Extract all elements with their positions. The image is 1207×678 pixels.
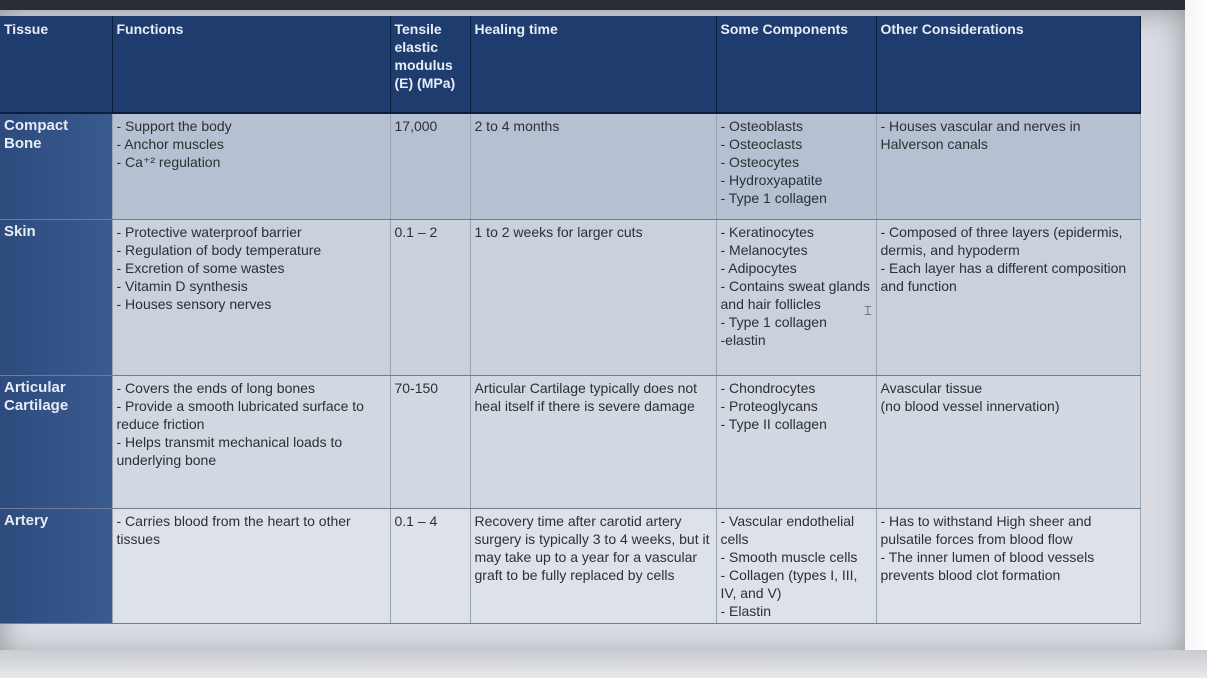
- header-row: [0, 16, 1140, 113]
- header-other: Other Considerations: [876, 16, 1140, 113]
- components-cell: [716, 509, 876, 624]
- list-item: - Excretion of some wastes: [116, 260, 285, 276]
- list-item: - Type 1 collagen: [720, 314, 827, 330]
- tissue-cell: Skin: [0, 220, 112, 376]
- list-item: - Support the body: [116, 118, 232, 134]
- healing-cell: 1 to 2 weeks for larger cuts: [470, 220, 716, 376]
- modulus-cell: 70-150: [390, 376, 470, 509]
- list-item: - Elastin: [720, 603, 772, 619]
- tissue-cell: Compact Bone: [0, 113, 112, 220]
- tissue-cell: Articular Cartilage: [0, 376, 112, 509]
- other-cell: [876, 220, 1140, 376]
- list-item: - Composed of three layers (epidermis, dermis, and hypoderm: [880, 224, 1123, 258]
- list-item: - Osteoclasts: [720, 136, 803, 152]
- text-cursor-icon: ⌶: [864, 303, 872, 318]
- healing-cell: 2 to 4 months: [470, 113, 716, 220]
- list-item: - Carries blood from the heart to other tissues: [116, 513, 351, 547]
- document-screen: [0, 10, 1185, 658]
- list-item: Avascular tissue: [880, 380, 983, 396]
- list-item: - Proteoglycans: [720, 398, 818, 414]
- tissue-cell: Artery: [0, 509, 112, 624]
- list-item: - Hydroxyapatite: [720, 172, 823, 188]
- components-cell: [716, 113, 876, 220]
- list-item: - Regulation of body temperature: [116, 242, 322, 258]
- list-item: - Smooth muscle cells: [720, 549, 858, 565]
- list-item: - Vascular endothelial cells: [720, 513, 855, 547]
- table-row: [0, 113, 1140, 220]
- list-item: - Ca⁺² regulation: [116, 154, 221, 170]
- header-components: Some Components: [716, 16, 876, 113]
- modulus-cell: 0.1 – 2: [390, 220, 470, 376]
- other-cell: [876, 113, 1140, 220]
- other-cell: [876, 376, 1140, 509]
- header-modulus: Tensile elastic modulus (E) (MPa): [390, 16, 470, 113]
- healing-cell: Articular Cartilage typically does not heal itself if there is severe damage: [470, 376, 716, 509]
- list-item: - Osteoblasts: [720, 118, 803, 134]
- list-item: (no blood vessel innervation): [880, 398, 1060, 414]
- functions-cell: [112, 220, 390, 376]
- functions-cell: [112, 376, 390, 509]
- list-item: - Adipocytes: [720, 260, 797, 276]
- list-item: - Collagen (types I, III, IV, and V): [720, 567, 858, 601]
- header-functions: Functions: [112, 16, 390, 113]
- modulus-cell: 17,000: [390, 113, 470, 220]
- list-item: - Protective waterproof barrier: [116, 224, 302, 240]
- tissue-table: [0, 16, 1141, 624]
- list-item: - Houses vascular and nerves in Halverson canals: [880, 118, 1081, 152]
- list-item: - Provide a smooth lubricated surface to reduce friction: [116, 398, 364, 432]
- table-row: [0, 376, 1140, 509]
- components-cell: [716, 376, 876, 509]
- list-item: - The inner lumen of blood vessels prevents blood clot formation: [880, 549, 1095, 583]
- list-item: - Contains sweat glands and hair follicles: [720, 278, 870, 312]
- other-cell: [876, 509, 1140, 624]
- list-item: - Type II collagen: [720, 416, 827, 432]
- modulus-cell: 0.1 – 4: [390, 509, 470, 624]
- table-row: [0, 509, 1140, 624]
- functions-cell: [112, 113, 390, 220]
- list-item: - Houses sensory nerves: [116, 296, 272, 312]
- list-item: - Keratinocytes: [720, 224, 814, 240]
- list-item: - Osteocytes: [720, 154, 800, 170]
- components-cell: [716, 220, 876, 376]
- list-item: - Each layer has a different composition and function: [880, 260, 1127, 294]
- table-row: [0, 220, 1140, 376]
- header-healing: Healing time: [470, 16, 716, 113]
- list-item: - Chondrocytes: [720, 380, 816, 396]
- list-item: -elastin: [720, 332, 766, 348]
- list-item: - Helps transmit mechanical loads to underlying bone: [116, 434, 343, 468]
- bottom-edge: [0, 650, 1207, 678]
- functions-cell: [112, 509, 390, 624]
- list-item: - Has to withstand High sheer and pulsatile forces from blood flow: [880, 513, 1092, 547]
- header-tissue: Tissue: [0, 16, 112, 113]
- list-item: - Covers the ends of long bones: [116, 380, 315, 396]
- list-item: - Vitamin D synthesis: [116, 278, 248, 294]
- page-edge: [1185, 0, 1207, 678]
- healing-cell: Recovery time after carotid artery surgery is typically 3 to 4 weeks, but it may take up to a year for a vascular graft to be fully replaced by cells: [470, 509, 716, 624]
- list-item: - Anchor muscles: [116, 136, 224, 152]
- list-item: - Melanocytes: [720, 242, 808, 258]
- list-item: - Type 1 collagen: [720, 190, 827, 206]
